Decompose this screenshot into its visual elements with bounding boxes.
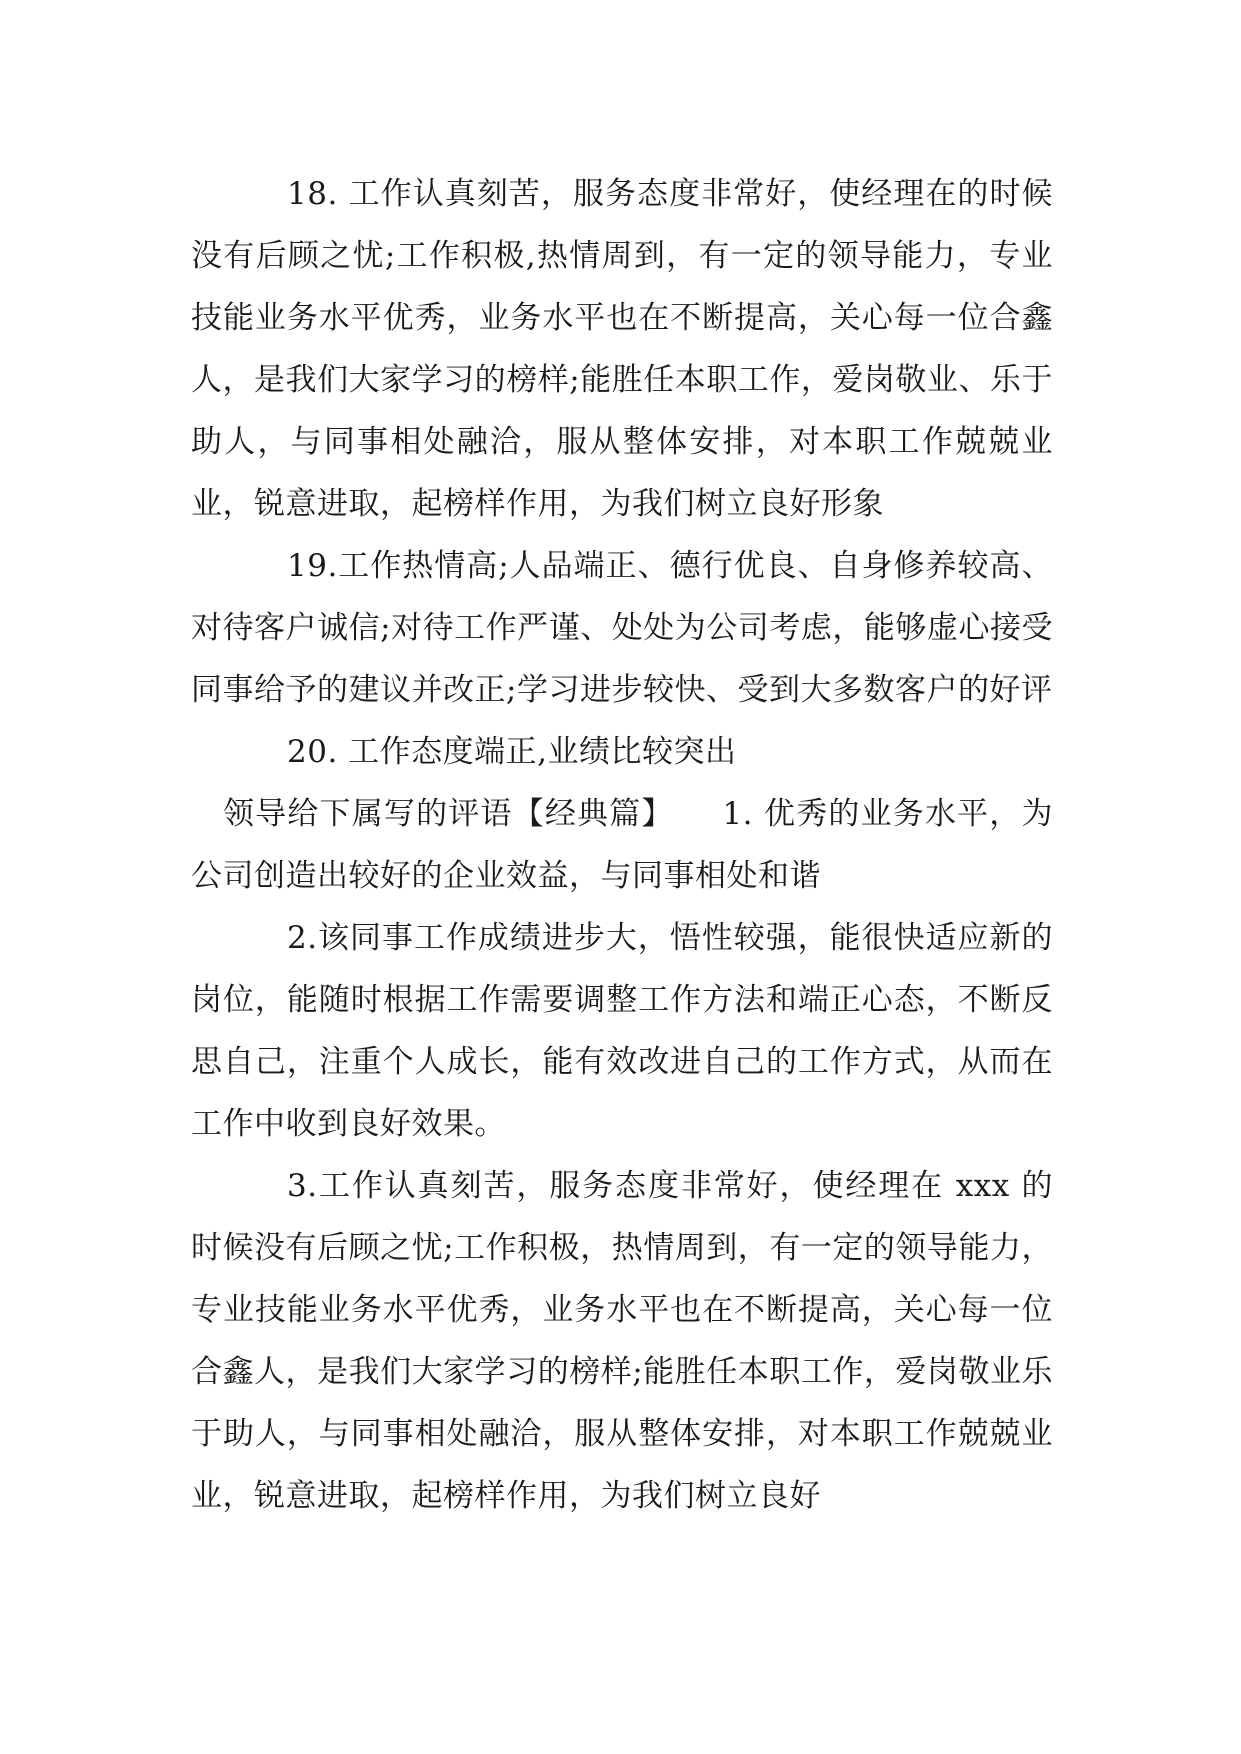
document-body <box>191 163 1053 1527</box>
section-heading-paragraph: 领导给下属写的评语【经典篇】 1. 优秀的业务水平，为公司创造出较好的企业效益，与同事相处和谐 <box>191 796 1053 894</box>
paragraph-20: 20. 工作态度端正,业绩比较突出 <box>287 734 737 770</box>
paragraph-18: 18. 工作认真刻苦，服务态度非常好，使经理在的时候没有后顾之忧;工作积极,热情周到，有一定的领导能力，专业技能业务水平优秀，业务水平也在不断提高，关心每一位合鑫人，是我们大家学习的榜样;能胜任本职工作，爱岗敬业、乐于助人，与同事相处融洽，服从整体安排，对本职工作兢兢业业，锐意进取，起榜样作用，为我们树立良好形象 <box>191 176 1053 522</box>
paragraph-3: 3.工作认真刻苦，服务态度非常好，使经理在 xxx 的时候没有后顾之忧;工作积极，热情周到，有一定的领导能力，专业技能业务水平优秀，业务水平也在不断提高，关心每一位合鑫人，是我们大家学习的榜样;能胜任本职工作，爱岗敬业乐于助人，与同事相处融洽，服从整体安排，对本职工作兢兢业业，锐意进取，起榜样作用，为我们树立良好 <box>191 1168 1053 1514</box>
paragraph-2: 2.该同事工作成绩进步大，悟性较强，能很快适应新的岗位，能随时根据工作需要调整工作方法和端正心态，不断反思自己，注重个人成长，能有效改进自己的工作方式，从而在工作中收到良好效果。 <box>191 920 1053 1142</box>
paragraph-19: 19.工作热情高;人品端正、德行优良、自身修养较高、对待客户诚信;对待工作严谨、处处为公司考虑，能够虚心接受同事给予的建议并改正;学习进步较快、受到大多数客户的好评 <box>191 548 1053 708</box>
